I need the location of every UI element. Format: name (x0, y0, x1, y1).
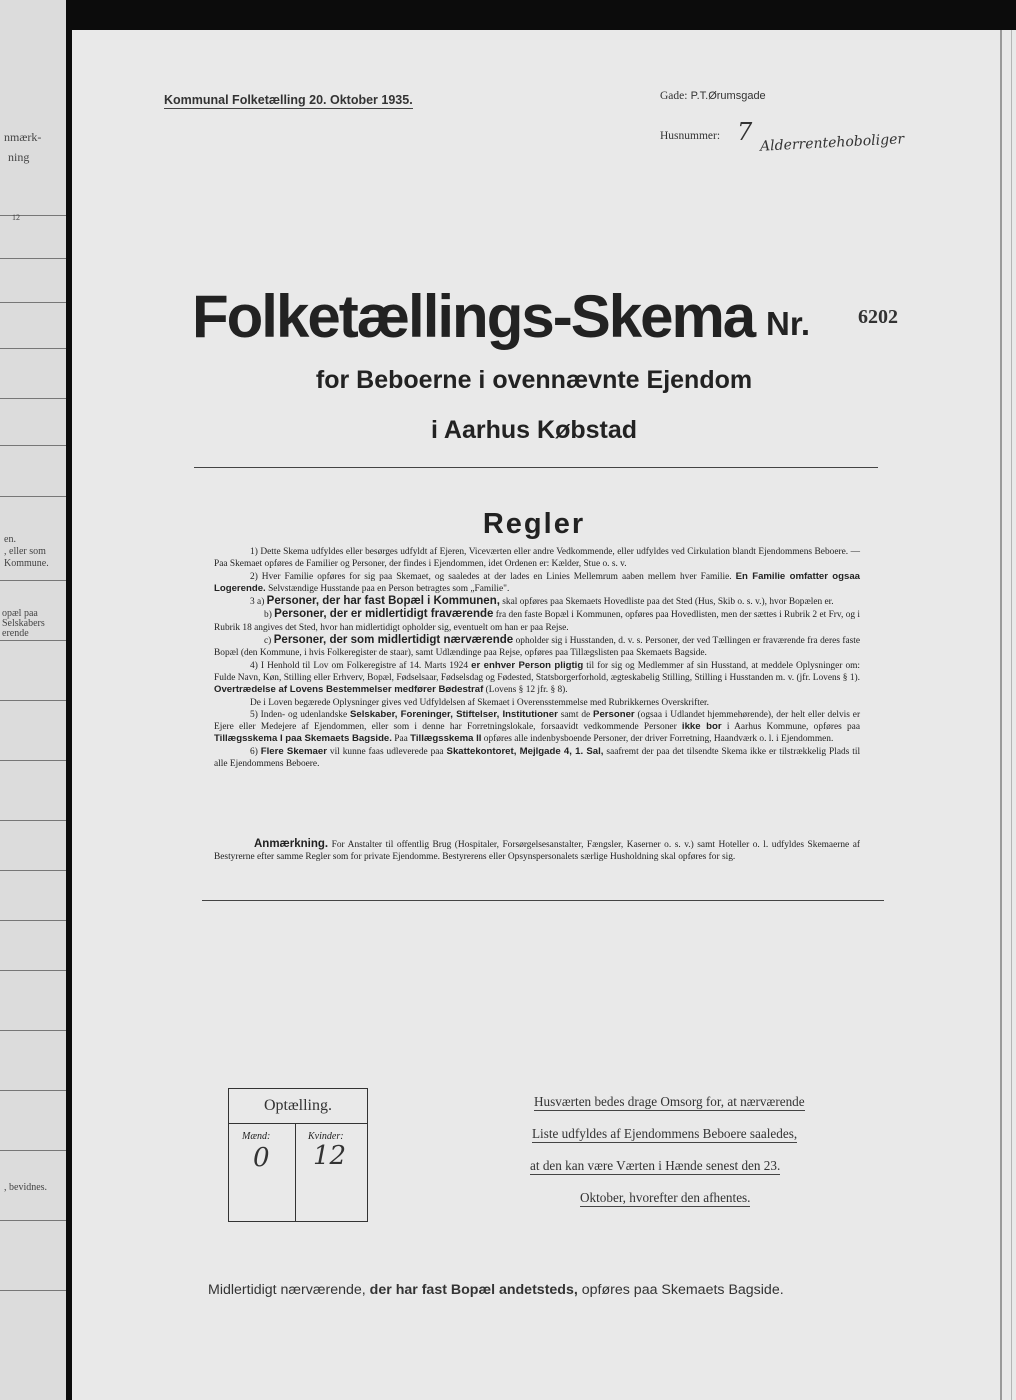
house-note: Alderrentehoboliger (759, 131, 905, 155)
rule-5 (214, 709, 860, 746)
strip-rule (0, 1150, 66, 1151)
rule-6-bold: Flere Skemaer (260, 745, 327, 757)
count-box-title: Optælling. (263, 1097, 332, 1114)
rule-2-bold: En Familie omfatter ogsaa Logerende. (214, 570, 861, 594)
rule-4-note (214, 697, 860, 709)
count-box (228, 1088, 368, 1222)
house-number-value: 7 (737, 118, 753, 146)
strip-rule (0, 258, 66, 259)
strip-rule (0, 1090, 66, 1091)
women-count: 12 (313, 1141, 347, 1171)
footer-bold: der har fast Bopæl andetsteds, (369, 1282, 578, 1298)
rule-1 (214, 546, 860, 571)
rule-4-bold: er enhver Person pligtig (471, 659, 584, 671)
remark-divider (202, 900, 884, 901)
rule-5-text-3: (ogsaa i Udlandet hjemmehørende), der helt eller delvis er Ejere eller Medejere af Ejendommen, eller som i denne har Forretningslokale, forsaavidt vedkommende Personer (214, 709, 861, 733)
women-label: Kvinder: (308, 1131, 344, 1142)
rule-4-text: 4) I Henhold til Lov om Folkeregistre af 14. Marts 1924 (250, 660, 469, 671)
strip-rule (0, 348, 66, 349)
rule-5-bold-3: ikke bor (681, 721, 722, 733)
rule-3b-bold: Personer, der er midlertidigt fraværende (274, 608, 494, 621)
street-value: P.T.Ørumsgade (690, 90, 766, 102)
strip-label: ning (8, 150, 30, 164)
strip-rule (0, 820, 66, 821)
rule-5-bold-4: Tillægsskema I paa Skemaets Bagside. (214, 733, 392, 745)
strip-rule (0, 496, 66, 497)
rule-6 (214, 746, 860, 771)
notice-line-1: Husværten bedes drage Omsorg for, at nærværende (534, 1094, 805, 1109)
rule-4-text-3: (Lovens § 12 jfr. § 8). (485, 685, 568, 696)
strip-rule (0, 920, 66, 921)
rule-3a-bold: Personer, der har fast Bopæl i Kommunen, (266, 595, 500, 608)
title-divider (194, 467, 878, 468)
rule-3a (214, 595, 860, 608)
rule-5-text-2: samt de (560, 709, 591, 720)
remark-text: For Anstalter til offentlig Brug (Hospitaler, Forsørgelsesanstalter, Fængsler, Kaserner o. s. v.) samt Hoteller o. l. udfyldes Skemaerne af Bestyrerne efter samme Regler som for private Ejendomme. Bestyrerens eller Opsynspersonalets særlige Husholdning skal opføres for sig. (214, 840, 861, 863)
strip-rule (0, 700, 66, 701)
rule-5-bold: Selskaber, Foreninger, Stiftelser, Institutioner (349, 708, 558, 720)
rule-3b-text: fra den faste Bopæl i Kommunen, opføres paa Hovedlisten, men der sættes i Rubrik 2 et Frv, og i Rubrik 18 angives det Sted, hvor han midlertidigt opholder sig, eventuelt om han er paa Rejse. (214, 610, 861, 633)
rule-4-text-2: til for sig og Medlemmer af sin Husstand, at meddele Oplysninger om: Fulde Navn, Køn, Stilling eller Erhverv, Bopæl, Fødselsaar, Fødselsdag og Fødested, Statsborgerforhold, ægteskabelig Stilling, Stilling i Husstanden m. v. (jfr. Lovens § 1). (214, 660, 861, 683)
rule-5-bold-5: Tillægsskema II (410, 733, 482, 745)
strip-rule (0, 1030, 66, 1031)
remark-label: Anmærkning. (254, 838, 329, 850)
form-title: Folketællings-Skema (192, 283, 755, 350)
strip-fragment: Kommune. (4, 558, 49, 569)
rule-4-note-text: De i Loven begærede Oplysninger gives ved Udfyldelsen af Skemaet i Overensstemmelse med Rubrikkernes Overskrifter. (250, 697, 709, 708)
footer-text: Midlertidigt nærværende, (208, 1282, 366, 1298)
house-number-row (660, 130, 720, 142)
strip-fragment: en. (4, 534, 16, 545)
strip-rule (0, 445, 66, 446)
strip-rule (0, 1220, 66, 1221)
strip-fragment: opæl paa (2, 608, 38, 619)
rule-3c-text: opholder sig i Husstanden, d. v. s. Personer, der ved Tællingen er fraværende fra deres faste Bopæl (den Kommune, i hvis Folkeregister de staar), samt Udlændinge paa Rejse, opføres paa Tillægslisten paa Skemaets Bagside. (214, 636, 861, 659)
strip-fragment: , eller som (4, 546, 46, 557)
notice-line-2: Liste udfyldes af Ejendommens Beboere saaledes, (532, 1126, 798, 1141)
strip-fragment: erende (2, 628, 29, 639)
men-count: 0 (253, 1143, 270, 1173)
strip-rule (0, 760, 66, 761)
form-number: 6202 (858, 306, 898, 328)
strip-rule (0, 215, 66, 216)
rule-5-text-4: i Aarhus Kommune, opføres paa (726, 722, 860, 733)
rule-4-bold-2: Overtrædelse af Lovens Bestemmelser medfører Bødestraf (214, 684, 484, 696)
rule-4 (214, 660, 860, 697)
rule-3c-bold: Personer, der som midlertidigt nærværende (273, 634, 514, 647)
rule-3a-text: skal opføres paa Skemaets Hovedliste paa det Sted (Hus, Skib o. s. v.), hvor Bopælen er. (502, 597, 834, 608)
rule-2 (214, 571, 860, 596)
strip-rule (0, 640, 66, 641)
notice-line-4: Oktober, hvorefter den afhentes. (580, 1190, 751, 1205)
house-number-label: Husnummer: (660, 130, 721, 142)
rule-3c (214, 634, 860, 660)
rule-6-text-2: saafremt der paa det tilsendte Skema ikke er tilstrækkelig Plads til alle Ejendommens Beboere. (214, 746, 861, 770)
rule-3b-number: b) (264, 610, 272, 621)
street-label: Gade: (660, 90, 688, 102)
rule-5-bold-2: Personer (593, 708, 635, 720)
strip-rule (0, 302, 66, 303)
rule-5-text-5: Paa (394, 734, 408, 745)
rule-5-text: 5) Inden- og udenlandske (250, 709, 348, 720)
census-title: Kommunal Folketælling 20. Oktober 1935. (164, 93, 413, 107)
subtitle-city: i Aarhus Købstad (430, 416, 638, 444)
remark (214, 838, 860, 864)
strip-column-number: 12 (12, 213, 20, 222)
street-row (660, 90, 766, 102)
census-form-page (72, 30, 1016, 1400)
footer-note (208, 1282, 784, 1298)
strip-rule (0, 1290, 66, 1291)
strip-fragment: Selskabers (2, 618, 45, 629)
count-box-rule (229, 1123, 367, 1124)
subtitle-residents: for Beboerne i ovennævnte Ejendom (315, 366, 753, 394)
rule-3a-number: 3 a) (250, 597, 265, 608)
rule-1-text: 1) Dette Skema udfyldes eller besørges udfyldt af Ejeren, Viceværten eller andre Vedkommende, eller udfyldes ved Cirkulation blandt Ejendommens Beboere. — Paa Skemaet opføres de Familier og Personer, der findes i Ejendommen, idet Ordenen er: Kælder, Stue o. s. v. (214, 547, 860, 570)
strip-label: nmærk- (4, 130, 42, 144)
rules-heading: Regler (482, 508, 586, 540)
strip-fragment: , bevidnes. (4, 1182, 48, 1193)
strip-rule (0, 580, 66, 581)
rule-6-text: vil kunne faas udleverede paa (329, 746, 444, 757)
adjacent-page-strip (0, 0, 66, 1400)
number-label: Nr. (766, 305, 811, 342)
rule-6-number: 6) (250, 746, 258, 757)
rule-6-bold-2: Skattekontoret, Mejlgade 4, 1. Sal, (446, 745, 604, 757)
strip-rule (0, 970, 66, 971)
strip-rule (0, 870, 66, 871)
strip-rule (0, 398, 66, 399)
rules-body (214, 546, 860, 770)
men-label: Mænd: (242, 1131, 271, 1142)
rule-2-text: 2) Hver Familie opføres for sig paa Skemaet, og saaledes at der lades en Linies Mellemrum aaben mellem hver Familie. (250, 571, 732, 582)
rule-2-text-end: Selvstændige Husstande paa en Person betragtes som „Familie". (268, 583, 510, 594)
notice-line-3: at den kan være Værten i Hænde senest den 23. (530, 1158, 781, 1173)
page-edge (1000, 30, 1002, 1400)
rule-3c-number: c) (264, 636, 272, 647)
rule-3b (214, 608, 860, 634)
count-box-divider (295, 1123, 296, 1221)
page-edge (1011, 30, 1012, 1400)
footer-text-end: opføres paa Skemaets Bagside. (581, 1282, 784, 1298)
rule-5-text-6: opføres alle indenbysboende Personer, der driver Forretning, Haandværk o. l. i Ejendommen. (483, 734, 834, 745)
